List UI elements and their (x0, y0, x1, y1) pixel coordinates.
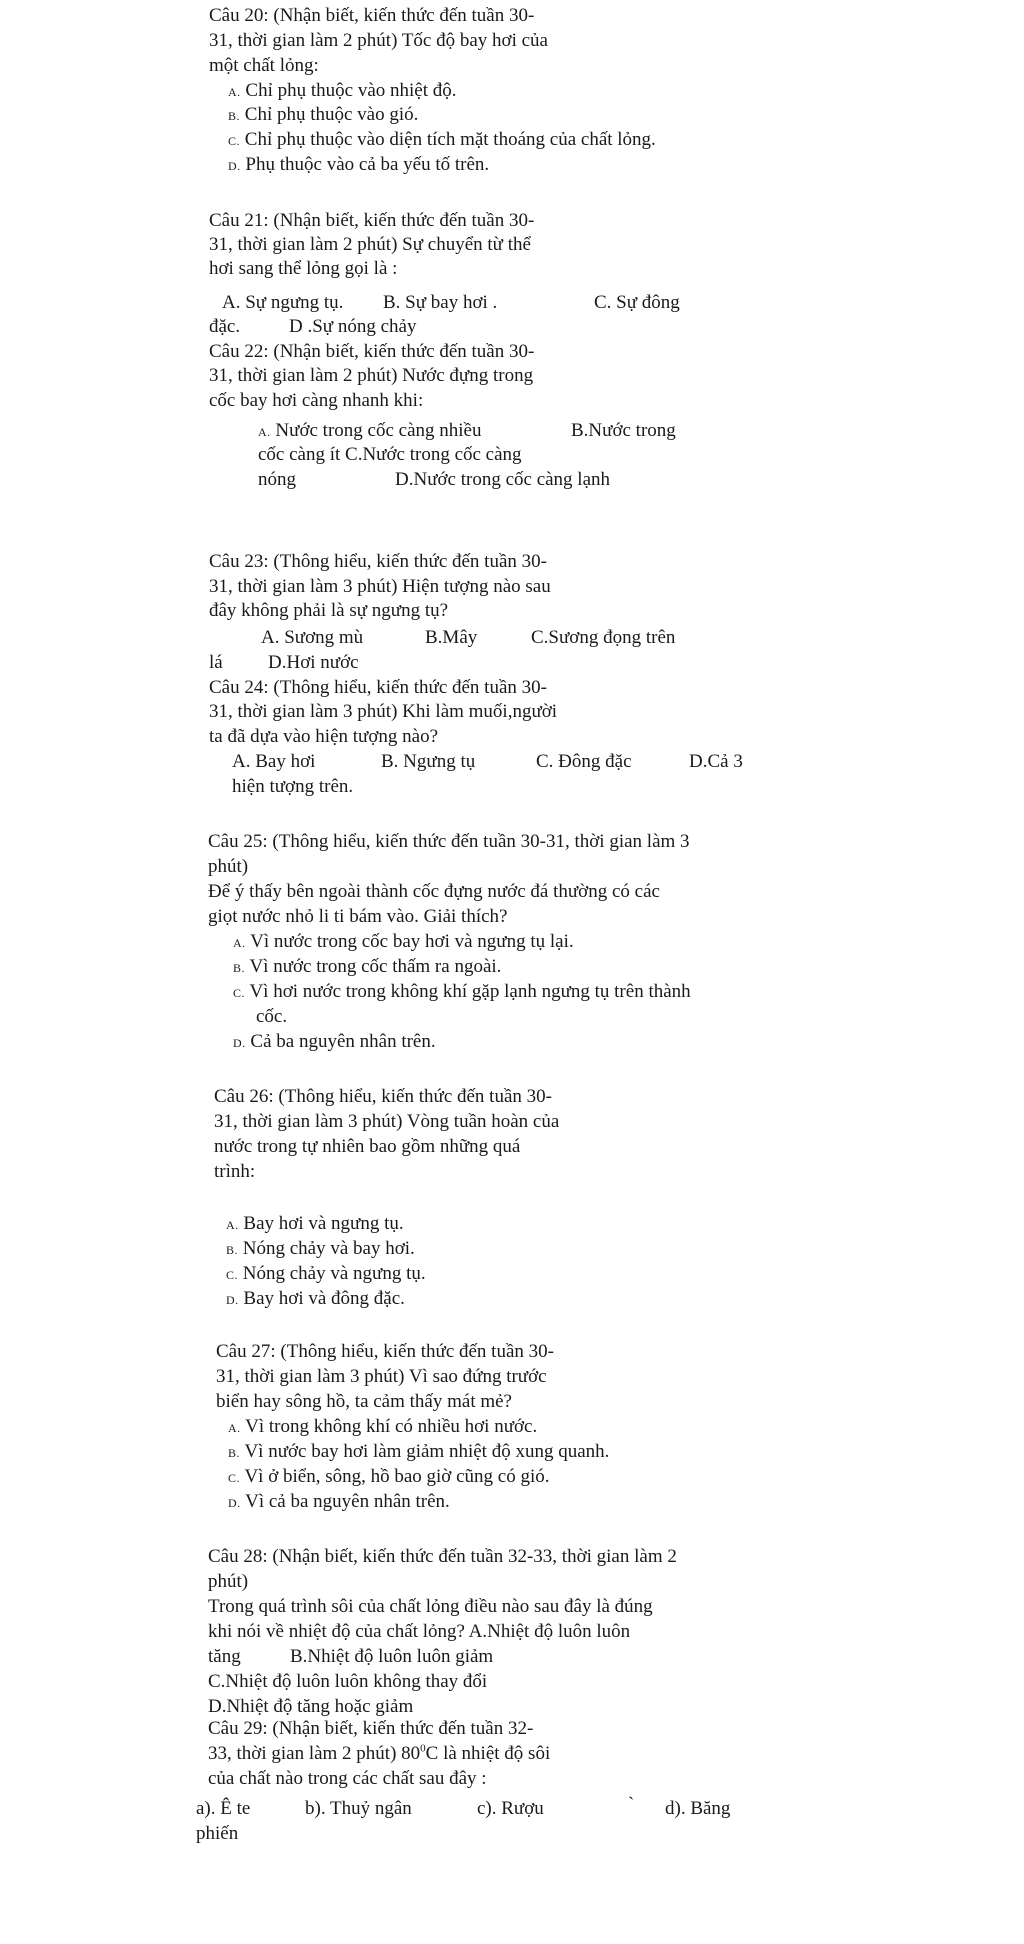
q26-line2: 31, thời gian làm 3 phút) Vòng tuần hoàn của (214, 1111, 560, 1132)
q20-option-c: C. Chỉ phụ thuộc vào diện tích mặt thoáng của chất lỏng. (228, 129, 656, 150)
q27-option-a: A. Vì trong không khí có nhiều hơi nước. (228, 1416, 538, 1437)
q21-option-d: D .Sự nóng chảy (289, 316, 417, 337)
q29-option-a: a). Ê te (196, 1798, 251, 1819)
q23-option-c-continued: lá (209, 652, 223, 673)
q24-option-d: D.Cả 3 (689, 751, 743, 772)
q21-option-c: C. Sự đông (594, 292, 680, 313)
q25-option-c: C. Vì hơi nước trong không khí gặp lạnh ngưng tụ trên thành (233, 981, 691, 1002)
q23-line1: Câu 23: (Thông hiểu, kiến thức đến tuần 30- (209, 551, 547, 572)
q26-option-a: A. Bay hơi và ngưng tụ. (226, 1213, 404, 1234)
q26-line3: nước trong tự nhiên bao gồm những quá (214, 1136, 521, 1157)
q27-option-c: C. Vì ở biển, sông, hồ bao giờ cũng có gió. (228, 1466, 550, 1487)
q23-option-a: A. Sương mù (261, 627, 364, 648)
q24-option-d-continued: hiện tượng trên. (232, 776, 354, 797)
q25-option-c-continued: cốc. (256, 1006, 288, 1027)
q21-option-c-continued: đặc. (209, 316, 241, 337)
q21-line1: Câu 21: (Nhận biết, kiến thức đến tuần 30- (209, 210, 535, 231)
q25-line1: Câu 25: (Thông hiểu, kiến thức đến tuần 30-31, thời gian làm 3 (208, 831, 690, 852)
q25-option-b: B. Vì nước trong cốc thấm ra ngoài. (233, 956, 502, 977)
q29-option-c: c). Rượu (477, 1798, 544, 1819)
q25-option-a: A. Vì nước trong cốc bay hơi và ngưng tụ lại. (233, 931, 574, 952)
q24-option-c: C. Đông đặc (536, 751, 632, 772)
q24-line2: 31, thời gian làm 3 phút) Khi làm muối,người (209, 701, 558, 722)
q27-option-b: B. Vì nước bay hơi làm giảm nhiệt độ xung quanh. (228, 1441, 610, 1462)
q28-option-d: D.Nhiệt độ tăng hoặc giảm (208, 1696, 414, 1717)
q21-line3: hơi sang thể lỏng gọi là : (209, 258, 398, 279)
q20-option-b: B. Chỉ phụ thuộc vào gió. (228, 104, 419, 125)
q20-line3: một chất lỏng: (209, 55, 319, 76)
q22-line2: 31, thời gian làm 2 phút) Nước đựng trong (209, 365, 534, 386)
q26-option-c: C. Nóng chảy và ngưng tụ. (226, 1263, 426, 1284)
q27-option-d: D. Vì cả ba nguyên nhân trên. (228, 1491, 450, 1512)
q25-line4: giọt nước nhỏ li ti bám vào. Giải thích? (208, 906, 508, 927)
q22-line3: cốc bay hơi càng nhanh khi: (209, 390, 424, 411)
q20-line1: Câu 20: (Nhận biết, kiến thức đến tuần 30- (209, 5, 535, 26)
q20-line2: 31, thời gian làm 2 phút) Tốc độ bay hơi của (209, 30, 548, 51)
q29-option-b: b). Thuỷ ngân (305, 1798, 412, 1819)
q28-line4: khi nói về nhiệt độ của chất lỏng? A.Nhiệt độ luôn luôn (208, 1621, 631, 1642)
q29-option-a-continued: phiến (196, 1823, 239, 1844)
q23-line3: đây không phải là sự ngưng tụ? (209, 600, 449, 621)
q20-option-a: A. Chỉ phụ thuộc vào nhiệt độ. (228, 80, 457, 101)
q27-line2: 31, thời gian làm 3 phút) Vì sao đứng trước (216, 1366, 547, 1387)
q22-line6: nóng (258, 469, 296, 490)
q21-option-b: B. Sự bay hơi . (383, 292, 498, 313)
q22-line1: Câu 22: (Nhận biết, kiến thức đến tuần 30- (209, 341, 535, 362)
q27-line1: Câu 27: (Thông hiểu, kiến thức đến tuần 30- (216, 1341, 554, 1362)
q22-option-a: A. Nước trong cốc càng nhiều (258, 420, 482, 441)
q28-line1: Câu 28: (Nhận biết, kiến thức đến tuần 32-33, thời gian làm 2 (208, 1546, 677, 1567)
q23-option-b: B.Mây (425, 627, 478, 648)
q24-option-a: A. Bay hơi (232, 751, 316, 772)
q29-stray-mark: ` (628, 1794, 635, 1815)
q25-line3: Để ý thấy bên ngoài thành cốc đựng nước đá thường có các (208, 881, 660, 902)
q21-line2: 31, thời gian làm 2 phút) Sự chuyển từ thể (209, 234, 531, 255)
q24-option-b: B. Ngưng tụ (381, 751, 476, 772)
q23-option-d: D.Hơi nước (268, 652, 359, 673)
q28-option-c: C.Nhiệt độ luôn luôn không thay đổi (208, 1671, 488, 1692)
q29-option-d: d). Băng (665, 1798, 731, 1819)
q25-option-d: D. Cả ba nguyên nhân trên. (233, 1031, 436, 1052)
q20-option-d: D. Phụ thuộc vào cả ba yếu tố trên. (228, 154, 490, 175)
q22-option-d: D.Nước trong cốc càng lạnh (395, 469, 611, 490)
q28-line2: phút) (208, 1571, 249, 1592)
q23-line2: 31, thời gian làm 3 phút) Hiện tượng nào sau (209, 576, 551, 597)
q29-line2: 33, thời gian làm 2 phút) $80^0C$ là nhiệt độ sôi (208, 1742, 551, 1764)
q28-option-b: B.Nhiệt độ luôn luôn giảm (290, 1646, 494, 1667)
q26-line4: trình: (214, 1161, 256, 1182)
q26-line1: Câu 26: (Thông hiểu, kiến thức đến tuần 30- (214, 1086, 552, 1107)
q21-option-a: A. Sự ngưng tụ. (222, 292, 344, 313)
q29-line3: của chất nào trong các chất sau đây : (208, 1768, 487, 1789)
q24-line1: Câu 24: (Thông hiểu, kiến thức đến tuần 30- (209, 677, 547, 698)
q23-option-c: C.Sương đọng trên (531, 627, 676, 648)
q22-option-b: B.Nước trong (571, 420, 676, 441)
q28-line3: Trong quá trình sôi của chất lỏng điều nào sau đây là đúng (208, 1596, 653, 1617)
q27-line3: biển hay sông hồ, ta cảm thấy mát mẻ? (216, 1391, 512, 1412)
q26-option-d: D. Bay hơi và đông đặc. (226, 1288, 405, 1309)
q24-line3: ta đã dựa vào hiện tượng nào? (209, 726, 439, 747)
q28-option-a-continued: tăng (208, 1646, 241, 1667)
q25-line2: phút) (208, 856, 249, 877)
q26-option-b: B. Nóng chảy và bay hơi. (226, 1238, 415, 1259)
q22-line5: cốc càng ít C.Nước trong cốc càng (258, 444, 522, 465)
q29-line1: Câu 29: (Nhận biết, kiến thức đến tuần 32- (208, 1718, 534, 1739)
